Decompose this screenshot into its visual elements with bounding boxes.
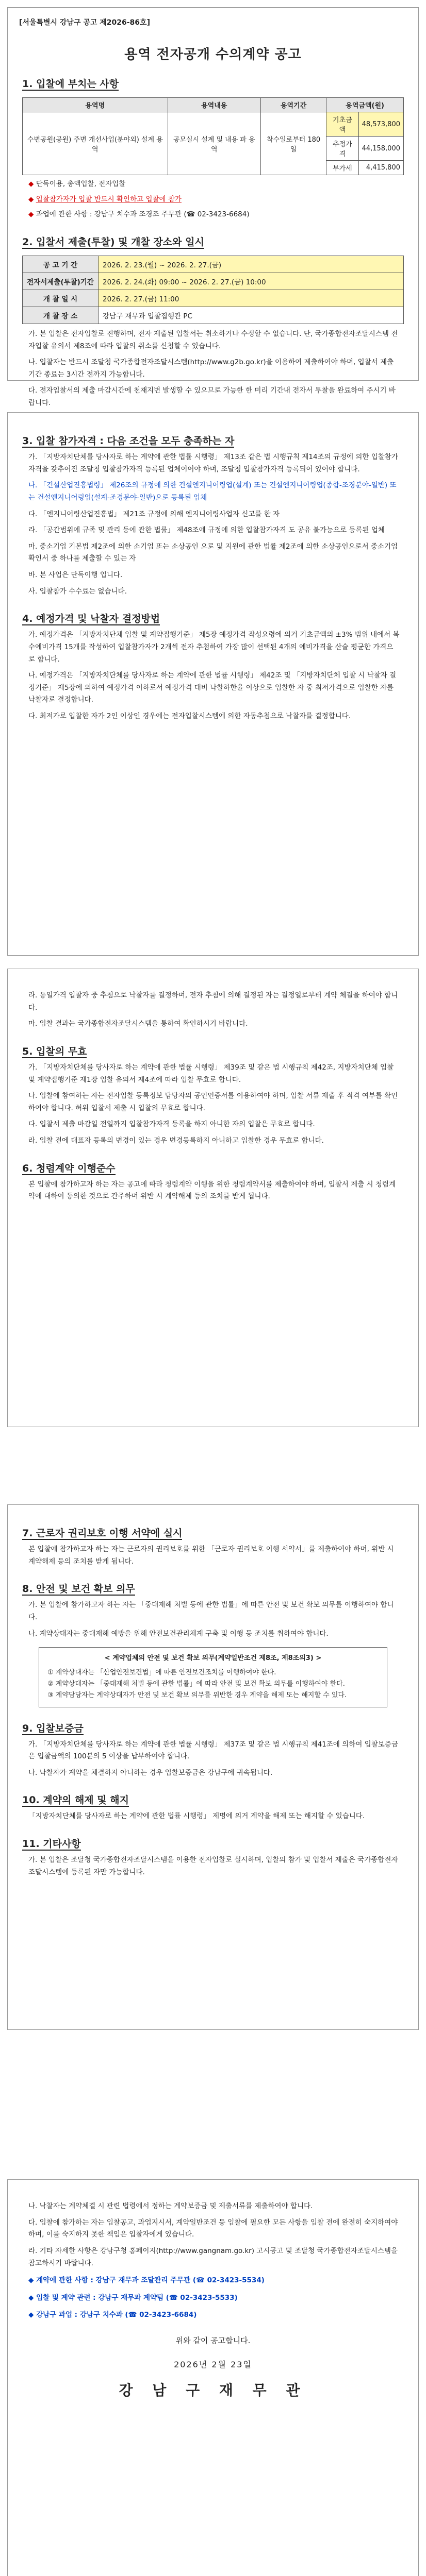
section-9-title: 9. 입찰보증금	[22, 1722, 84, 1734]
safety-line: ② 계약상대자는 「중대재해 처벌 등에 관한 법률」에 따라 안전 및 보건 확보 의무를 이행하여야 한다.	[47, 1680, 345, 1688]
item: 「지방자치단체를 당사자로 하는 계약에 관한 법률 시행령」 제명에 의거 계약을 해제 또는 해지할 수 있습니다.	[28, 1812, 365, 1821]
amount-label: 기초금액	[326, 112, 358, 137]
item: 다. 입찰서 제출 마감일 전일까지 입찰참가자격 등록을 하지 아니한 자의 입찰은 무효로 합니다.	[28, 1120, 315, 1129]
item: 나. 계약상대자는 중대재해 예방을 위해 안전보건관리체계 구축 및 이행 등 조치를 취하여야 합니다.	[28, 1629, 329, 1638]
note-item: 나. 입찰자는 반드시 조달청 국가종합전자조달시스템(http://www.g2b.go.kr)을 이용하여 제출하여야 하며, 입찰서 제출기간 종료는 3시간 전까지 가능합니다.	[28, 358, 394, 379]
amount-label: 부가세	[326, 161, 358, 175]
item: 라. 「공간범위에 규족 및 관리 등에 관한 법률」 제48조에 규정에 의한 입찰참가자격 도 공유 불가능으로 등록된 업체	[28, 526, 385, 535]
notice-date: 2026년 2월 23일	[174, 2360, 252, 2369]
item: 나. 예정가격은 「지방자치단체를 당사자로 하는 계약에 관한 법률 시행령」 제42조 및 「지방자치단체 입찰 시 낙찰자 결정기준」 제5장에 의하여 예정가격 이하로서 예정가격 대비 낙찰하한율 이상으로 입찰한 자 중 최저가격으로 입찰한 자를 낙찰자로 결정합니다.	[28, 671, 397, 704]
item: 나. 입찰에 참여하는 자는 전자입찰 등록정보 담당자의 공인인증서를 이용하여야 하며, 입찰 서류 제출 후 적격 여부를 확인하여야 합니다. 허위 입찰서 제출 시 입찰의 무효로 합니다.	[28, 1092, 398, 1112]
table-header: 용역기간	[260, 98, 326, 112]
section-1-title: 1. 입찰에 부치는 사항	[22, 78, 119, 90]
page-title: 용역 전자공개 수의계약 공고	[124, 47, 302, 62]
table-header: 용역내용	[168, 98, 260, 112]
section-4-title: 4. 예정가격 및 낙찰자 결정방법	[22, 613, 160, 625]
item: 가. 「지방자치단체를 당사자로 하는 계약에 관한 법률 시행령」 제37조 및 같은 법 시행규칙 제41조에 의하여 입찰보증금은 입찰금액의 100분의 5 이상을 납부하여야 합니다.	[28, 1740, 398, 1761]
safety-line: ③ 계약담당자는 계약상대자가 안전 및 보건 확보 의무를 위반한 경우 계약을 해제 또는 해지할 수 있다.	[47, 1691, 347, 1700]
notice-card-3	[7, 969, 419, 1427]
contract-name: 수변공원(공원) 주변 개선사업(분야외) 설계 용역	[23, 112, 168, 175]
item: 다. 최저가로 입찰한 자가 2인 이상인 경우에는 전자입찰시스템에 의한 자동추첨으로 낙찰자를 결정합니다.	[28, 712, 351, 720]
item: 가. 예정가격은 「지방자치단체 입찰 및 계약집행기준」 제5장 예정가격 작성요령에 의거 기초금액의 ±3% 범위 내에서 복수예비가격 15개를 작성하여 입찰참가자가 2개씩 전자 추첨하여 가장 많이 선택된 4개의 예비가격을 산술 평균한 가격으로 합니다.	[28, 631, 400, 664]
item: 나. 낙찰자는 계약체결 시 관련 법령에서 정하는 계약보증금 및 제출서류를 제출하여야 합니다.	[28, 2202, 313, 2210]
item: 라. 기타 자세한 사항은 강남구청 홈페이지(http://www.gangnam.go.kr) 고시공고 및 조달청 국가종합전자조달시스템을 참고하시기 바랍니다.	[28, 2246, 398, 2267]
item: 가. 「지방자치단체를 당사자로 하는 계약에 관한 법률 시행령」 제39조 및 같은 법 시행규칙 제42조, 지방자치단체 입찰 및 계약집행기준 제1장 입찰 유의서 제4조에 따라 입찰 무효로 합니다.	[28, 1063, 394, 1084]
section-5-title: 5. 입찰의 무효	[22, 1045, 87, 1057]
contact-line: ◆ 입찰 및 계약 관련 : 강남구 재무과 계약팀 (☎ 02-3423-5533)	[28, 2293, 238, 2302]
note-item: 가. 본 입찰은 전자입찰로 진행하며, 전자 제출된 입찰서는 취소하거나 수정할 수 없습니다. 단, 국가종합전자조달시스템 전자입찰 유의서 제8조에 따라 입찰의 취소를 신청할 수 있습니다.	[28, 329, 398, 350]
item: 다. 「엔지니어링산업진흥법」 제21조 규정에 의해 엔지니어링사업자 신고를 한 자	[28, 510, 280, 518]
item: 마. 중소기업 기본법 제2조에 의한 소기업 또는 소상공인 으로 및 지원에 관한 법률 제2조에 의한 소상공인으로서 중소기업 확인서 중 하나를 제출할 수 있는 자	[28, 542, 398, 563]
safety-box-title: < 계약업체의 안전 및 보건 확보 의무(계약일반조건 제8조, 제8조의3) >	[104, 1654, 322, 1663]
schedule-value: 2026. 2. 27.(금) 11:00	[99, 290, 404, 307]
item: 다. 입찰에 참가하는 자는 입찰공고, 과업지시서, 계약일반조건 등 입찰에 필요한 모든 사항을 입찰 전에 완전히 숙지하여야 하며, 이를 숙지하지 못한 책임은 입찰자에게 있습니다.	[28, 2218, 398, 2239]
section-11-title: 11. 기타사항	[22, 1838, 81, 1850]
schedule-value: 강남구 재무과 입찰집행관 PC	[99, 307, 404, 324]
item: 가. 본 입찰에 참가하고자 하는 자는 「중대재해 처벌 등에 관한 법률」에 따른 안전 및 보건 확보 의무를 이행하여야 합니다.	[28, 1601, 394, 1621]
bullet-item: ◆ 과업에 관한 사항 : 강남구 치수과 조경조 주무관 (☎ 02-3423-6684)	[28, 210, 250, 219]
item: 나. 낙찰자가 계약을 체결하지 아니하는 경우 입찰보증금은 강남구에 귀속됩니다.	[28, 1768, 273, 1777]
notice-card-4	[7, 1504, 419, 2030]
item: 가. 본 입찰은 조달청 국가종합전자조달시스템을 이용한 전자입찰로 실시하며, 입찰의 참가 및 입찰서 제출은 국가종합전자조달시스템에 등록된 자만 가능합니다.	[28, 1856, 398, 1876]
contract-period: 착수일로부터 180일	[260, 112, 326, 175]
notice-card-1	[7, 7, 419, 407]
item: 사. 입찰참가 수수료는 없습니다.	[28, 587, 127, 596]
schedule-key: 개 찰 일 시	[23, 290, 99, 307]
table-header: 용역명	[23, 98, 168, 112]
item: 나. 「건설산업진흥법령」 제26조의 규정에 의한 건설엔지니어링업(설계) 또는 건설엔지니어링업(종합-조경분야-일반) 또는 건설엔지니어링업(설계-조경분야-일반)으로 등록된 업체	[28, 481, 397, 502]
closing-text: 위와 같이 공고합니다.	[175, 2336, 251, 2345]
section-6-title: 6. 청렴계약 이행준수	[22, 1162, 116, 1174]
item: 바. 본 사업은 단독이행 입니다.	[28, 571, 123, 579]
safety-line: ① 계약상대자는 「산업안전보건법」에 따른 안전보건조치를 이행하여야 한다.	[47, 1669, 276, 1677]
bullet-item: ◆ 입찰참가자가 입찰 반드시 확인하고 입찰에 참가	[28, 195, 182, 204]
item: 본 입찰에 참가하고자 하는 자는 공고에 따라 청렴계약 이행을 위한 청렴계약서를 제출하여야 하며, 입찰서 제출 시 청렴계약에 대하여 동의한 것으로 간주하며 위반 시 계약해제 등의 조치를 받게 됩니다.	[28, 1180, 396, 1201]
contract-content: 공모실시 설계 및 내용 파 용역	[168, 112, 260, 175]
safety-box	[39, 1647, 387, 1707]
item: 마. 입찰 결과는 국가종합전자조달시스템을 통하여 확인하시기 바랍니다.	[28, 1020, 248, 1028]
note-item: 다. 전자입찰서의 제출 마감시간에 천재지변 발생할 수 있으므로 가능한 한 미리 기간내 전자서 투찰을 완료하여 주시기 바랍니다.	[28, 386, 396, 407]
contact-line: ◆ 계약에 관한 사항 : 강남구 재무과 조달관리 주무관 (☎ 02-3423-5534)	[28, 2276, 265, 2285]
notice-card-2	[7, 412, 419, 956]
schedule-key: 공 고 기 간	[23, 256, 99, 273]
section-3-title: 3. 입찰 참가자격 : 다음 조건을 모두 충족하는 자	[22, 435, 235, 447]
section-10-title: 10. 계약의 해제 및 해지	[22, 1794, 129, 1806]
amount-value: 44,158,000	[358, 137, 403, 161]
item: 본 입찰에 참가하고자 하는 자는 근로자의 권리보호를 위한 「근로자 권리보호 이행 서약서」를 제출하여야 하며, 위반 시 계약해제 등의 조치를 받게 됩니다.	[28, 1545, 394, 1566]
notice-card-5	[7, 2179, 419, 2576]
item: 가. 「지방자치단체를 당사자로 하는 계약에 관한 법률 시행령」 제13조 같은 법 시행규칙 제14조의 규정에 의한 입찰참가자격을 갖추어진 조달청 입찰참가자격 등록된 업체이어야 하며, 조달청 입찰참가자격 등록되어 있어야 합니다.	[28, 453, 398, 473]
section-8-title: 8. 안전 및 보건 확보 의무	[22, 1583, 135, 1595]
contact-line: ◆ 강남구 과업 : 강남구 치수과 (☎ 02-3423-6684)	[28, 2311, 197, 2319]
issuer-signature: 강 남 구 재 무 관	[119, 2382, 307, 2399]
section-2-title: 2. 입찰서 제출(투찰) 및 개찰 장소와 일시	[22, 236, 204, 248]
table-header: 용역금액(원)	[326, 98, 404, 112]
schedule-table	[22, 256, 404, 324]
schedule-value: 2026. 2. 24.(화) 09:00 ~ 2026. 2. 27.(금) 10:00	[99, 273, 404, 290]
item: 라. 입찰 전에 대표자 등록의 변경이 있는 경우 변경등록하지 아니하고 입찰한 경우 무효로 합니다.	[28, 1137, 324, 1145]
amount-value: 48,573,800	[358, 112, 403, 137]
notice-number: [서울특별시 강남구 공고 제2026-86호]	[19, 19, 150, 27]
contract-table	[22, 97, 404, 175]
item: 라. 동일가격 입찰자 중 추첨으로 낙찰자를 결정하며, 전자 추첨에 의해 결정된 자는 결정일로부터 계약 체결을 하여야 합니다.	[28, 991, 398, 1012]
schedule-value: 2026. 2. 23.(월) ~ 2026. 2. 27.(금)	[99, 256, 404, 273]
schedule-key: 개 찰 장 소	[23, 307, 99, 324]
schedule-key: 전자서제출(투찰)기간	[23, 273, 99, 290]
bullet-item: ◆ 단독이용, 총액입찰, 전자입찰	[28, 180, 126, 188]
amount-label: 추정가격	[326, 137, 358, 161]
section-7-title: 7. 근로자 권리보호 이행 서약에 실시	[22, 1528, 183, 1539]
amount-value: 4,415,800	[358, 161, 403, 175]
